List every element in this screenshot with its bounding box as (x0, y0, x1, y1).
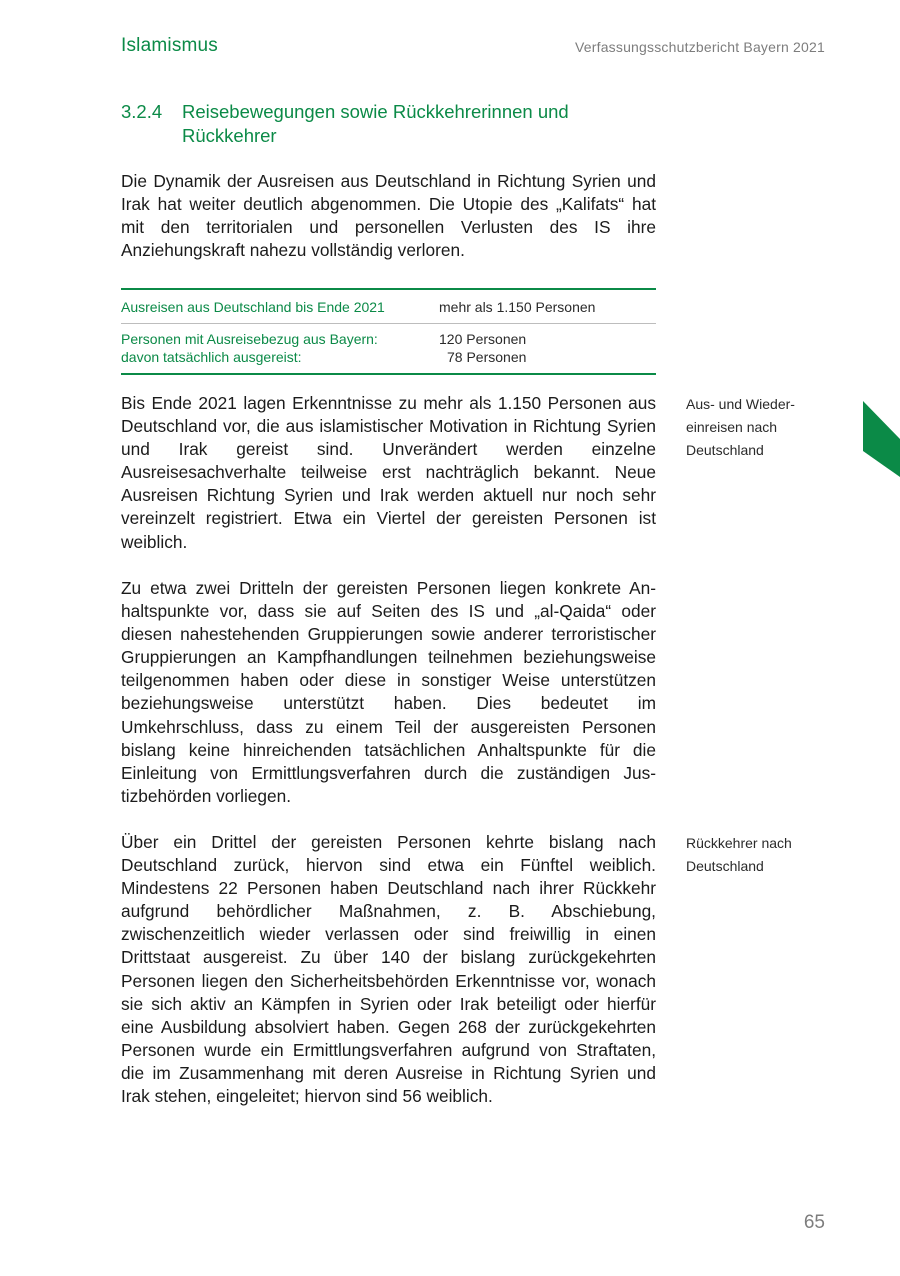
body-paragraph-returnees: Über ein Drittel der gereisten Personen kehrte bislang nach Deutschland zurück, hiervon sind etwa ein Fünftel weiblich. Mindestens 22 Personen haben Deutschland nach ihrer Rückkehr aufgrund behördlicher Maßnahmen, z. B. Abschiebung, zwischenzeitlich wieder verlassen oder sind freiwillig in einen Drittstaat ausgereist. Zu über 140 der bislang zurückgekehrten Personen liegen den Sicherheitsbehörden Erkenntnisse vor, wonach sie sich aktiv an Kämpfen in Syrien oder Irak beteiligt oder hierfür eine Ausbildung absolviert haben. Gegen 268 der zurückgekehrten Personen wurde ein Ermittlungsverfahren aufgrund von Straftaten, die im Zusammenhang mit deren Ausreise in Richtung Syrien und Irak stehen, eingeleitet; hiervon sind 56 weiblich. (121, 832, 656, 1107)
chapter-tab-marker (863, 401, 900, 477)
facts-row-total (121, 290, 656, 324)
intro-paragraph: Die Dynamik der Ausreisen aus Deutschland in Richtung Syrien und Irak hat weiter deutlich abgenommen. Die Utopie des „Kalifats“ hat mit den territorialen und personellen Verlusten des IS ihre Anziehungskraft nahezu vollständig verloren. (121, 171, 656, 261)
facts-box (121, 288, 656, 375)
facts-label-line1: Personen mit Ausreisebezug aus Bayern: (121, 331, 378, 347)
facts-label-bavaria (121, 330, 439, 366)
facts-label-total: Ausreisen aus Deutschland bis Ende 2021 (121, 299, 385, 315)
facts-row-bavaria (121, 324, 656, 373)
running-header-section: Islamismus (121, 35, 219, 56)
section-number: 3.2.4 (121, 101, 163, 122)
page-number: 65 (803, 1212, 825, 1233)
body-paragraph-combat: Zu etwa zwei Dritteln der gereisten Personen liegen konkrete Anhaltspunkte vor, dass sie auf Seiten des IS und „al-Qaida“ oder diesen nahestehenden Gruppierungen sowie anderer terroristischer Gruppierungen an Kampfhandlungen teilnehmen beziehungsweise teilgenommen haben oder diese in sonstiger Weise unterstützen beziehungsweise unterstützt haben. Dies bedeutet im Umkehrschluss, dass zu einem Teil der ausgereisten Personen bislang keine hinreichenden tatsächlichen Anhaltspunkte für die Einleitung von Ermittlungsverfahren durch die zuständigen Justizbehörden vorliegen. (121, 578, 656, 806)
body-paragraph-departures: Bis Ende 2021 lagen Erkenntnisse zu mehr als 1.150 Personen aus Deutschland vor, die aus islamistischer Motivation in Richtung Syrien und Irak gereist sind. Unverändert werden einzelne Ausreisesachverhalte teilweise erst nachträglich bekannt. Neue Ausreisen Richtung Syrien und Irak werden aktuell nur noch sehr vereinzelt registriert. Etwa ein Viertel der gereisten Personen ist weiblich. (121, 393, 656, 552)
margin-note-returnees: Rückkehrer nach Deutschland (686, 835, 792, 874)
section-heading (121, 100, 661, 148)
facts-value-bavaria (439, 330, 526, 366)
facts-label-line2: davon tatsächlich ausgereist: (121, 349, 302, 365)
facts-value-line1: 120 Personen (439, 331, 527, 347)
running-header-publication: Verfassungsschutzbericht Bayern 2021 (574, 39, 825, 55)
chapter-tab-shape (863, 401, 900, 477)
section-title: Reisebewegungen sowie Rückkehrerinnen und Rückkehrer (182, 101, 569, 146)
margin-note-departures: Aus- und Wiedereinreisen nach Deutschland (686, 396, 795, 458)
facts-value-total: mehr als 1.150 Personen (439, 299, 596, 315)
facts-value-line2: 78 Personen (447, 349, 527, 365)
